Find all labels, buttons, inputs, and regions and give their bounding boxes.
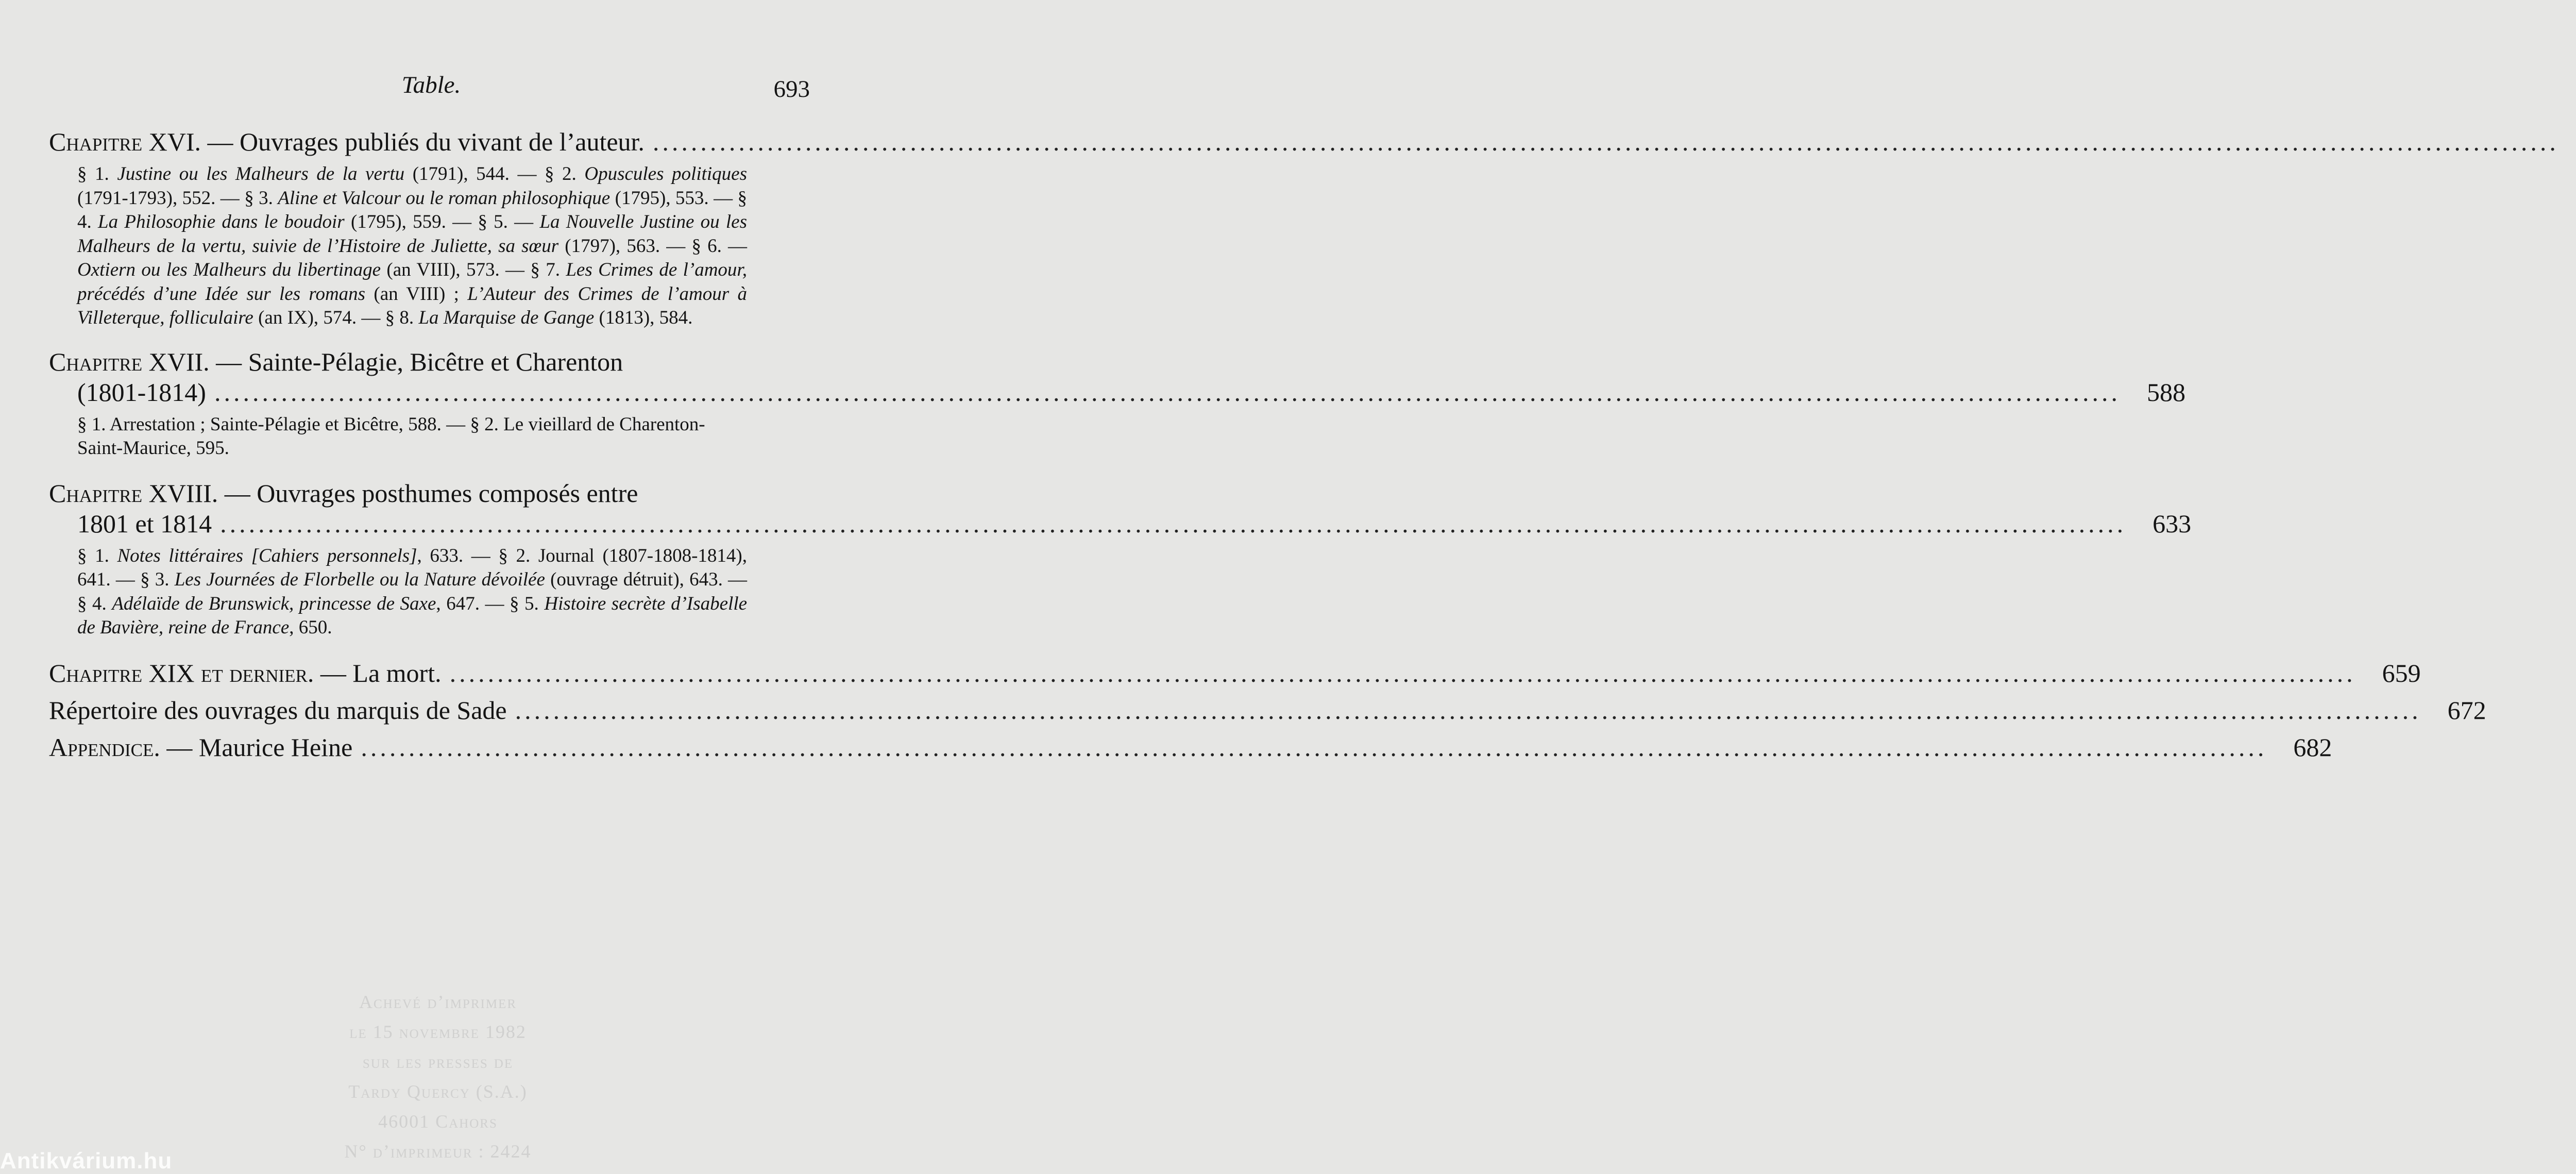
chapter-label: Chapitre XVII. — [49, 347, 210, 376]
entry-page-number: 682 — [2293, 732, 2332, 762]
dot-leader: ........................................................................................................................................................................................................ — [220, 509, 2127, 538]
section-text: (an IX), 574. — § 8. — [253, 307, 419, 328]
entry-page-number — [2567, 126, 2576, 157]
appendix-label: Appendice. — [49, 732, 160, 762]
work-title: Aline et Valcour ou le roman philosophique — [278, 187, 611, 209]
dot-leader: ........................................................................................................................................................................................................ — [361, 732, 2267, 762]
chapter-title: — Ouvrages posthumes composés entre — [218, 478, 638, 508]
page-number: 693 — [773, 76, 810, 103]
colophon-line: 46001 Cahors — [378, 1111, 498, 1132]
running-title: Table. — [401, 72, 461, 98]
entry-page-number: 659 — [2382, 658, 2421, 687]
toc-entry-appendice — [49, 732, 2332, 763]
work-title: Oxtiern ou les Malheurs du libertinage — [77, 259, 381, 280]
chapter-label: Chapitre XVI. — [49, 127, 201, 156]
work-title: Les Crimes de l’amour, précédés d’une Idée sur les romans — [77, 259, 747, 305]
entry-title-line-1 — [49, 478, 811, 508]
colophon-line: N° d’imprimeur : 2424 — [344, 1141, 532, 1162]
entry-title — [49, 732, 352, 763]
toc-entry-repertoire — [49, 695, 2486, 726]
chapter-title-cont: 1801 et 1814 — [77, 509, 212, 538]
section-text: § 1. — [77, 163, 117, 185]
toc-entry-chapter-19 — [49, 658, 2421, 689]
appendix-title: — Maurice Heine — [160, 732, 353, 762]
entry-page-number: 672 — [2447, 695, 2486, 725]
section-text: (an VIII) ; — [365, 283, 468, 305]
entry-title — [49, 658, 442, 689]
section-text: § 1. — [77, 545, 117, 566]
chapter-title: — Ouvrages publiés du vivant de l’auteur. — [201, 127, 645, 156]
dot-leader: ........................................................................................................................................................................................................ — [449, 658, 2356, 687]
entry-title — [49, 126, 645, 157]
section-text: § 1. Arrestation ; Sainte-Pélagie et Bicêtre, 588. — § 2. Le vieillard de Charenton-Saint-Maurice, 595. — [77, 413, 705, 459]
running-head — [0, 71, 878, 102]
entry-page-number: 633 — [2153, 509, 2192, 538]
chapter-title: — La mort. — [314, 658, 442, 687]
toc-entry-chapter-16 — [49, 126, 2559, 157]
work-title: Adélaïde de Brunswick, princesse de Saxe — [112, 593, 436, 614]
work-title: La Marquise de Gange — [418, 307, 595, 328]
section-text: , 633. — § 2. Journal (1807-1808-1814), 641. — § 3. — [77, 545, 747, 590]
dot-leader: ........................................................................................................................................................................................................ — [515, 695, 2421, 725]
section-text: (1797), 563. — § 6. — — [558, 235, 747, 257]
toc-entry-chapter-17 — [49, 347, 2185, 408]
work-title: Notes littéraires [Cahiers personnels] — [117, 545, 417, 566]
work-title: Justine ou les Malheurs de la vertu — [117, 163, 405, 185]
chapter-18-sections — [77, 544, 747, 640]
work-title: La Nouvelle Justine ou les Malheurs de la vertu, suivie de l’Histoire de Juliette, sa sœur — [77, 211, 747, 257]
work-title: Les Journées de Florbelle ou la Nature dévoilée — [174, 569, 545, 590]
colophon-line: sur les presses de — [362, 1051, 514, 1072]
section-text: (1791-1793), 552. — § 3. — [77, 187, 278, 209]
entry-page-number: 588 — [2146, 377, 2185, 407]
work-title: Opuscules politiques — [584, 163, 747, 185]
section-text: (1795), 559. — § 5. — — [344, 211, 540, 232]
entry-title: Répertoire des ouvrages du marquis de Sade — [49, 695, 507, 725]
entry-title-line-2 — [49, 508, 2192, 539]
section-text: (ouvrage détruit), 643. — § 4. — [77, 569, 747, 614]
dot-leader: ........................................................................................................................................................................................................ — [652, 127, 2559, 156]
chapter-title: — Sainte-Pélagie, Bicêtre et Charenton — [209, 347, 623, 376]
section-text: (an VIII), 573. — § 7. — [381, 259, 566, 280]
chapter-title-cont: (1801-1814) — [77, 377, 206, 407]
toc-entry-chapter-18 — [49, 478, 2192, 539]
chapter-16-sections — [77, 162, 747, 330]
work-title: L’Auteur des Crimes de l’amour à Villeterque, folliculaire — [77, 283, 747, 328]
section-text: , 650. — [289, 617, 332, 638]
colophon-line: le 15 novembre 1982 — [349, 1021, 527, 1042]
colophon-line: Achevé d’imprimer — [359, 992, 517, 1012]
section-text: , 647. — § 5. — [436, 593, 545, 614]
entry-title-line-1 — [49, 347, 811, 377]
section-text: (1791), 544. — § 2. — [404, 163, 585, 185]
dot-leader: ........................................................................................................................................................................................................ — [214, 377, 2121, 407]
work-title: Histoire secrète d’Isabelle de Bavière, reine de France — [77, 593, 748, 638]
chapter-label: Chapitre XVIII. — [49, 478, 218, 508]
colophon-show-through — [278, 987, 598, 1166]
entry-title-line-2 — [49, 377, 2185, 408]
table-of-contents — [49, 126, 2559, 763]
colophon-line: Tardy Quercy (S.A.) — [348, 1081, 528, 1102]
work-title: La Philosophie dans le boudoir — [98, 211, 345, 232]
chapter-17-sections — [77, 413, 747, 461]
watermark: Antikvárium.hu — [0, 1148, 173, 1173]
section-text: (1795), 553. — § 4. — [77, 187, 747, 232]
section-text: (1813), 584. — [594, 307, 693, 328]
chapter-label: Chapitre XIX et dernier. — [49, 658, 314, 687]
